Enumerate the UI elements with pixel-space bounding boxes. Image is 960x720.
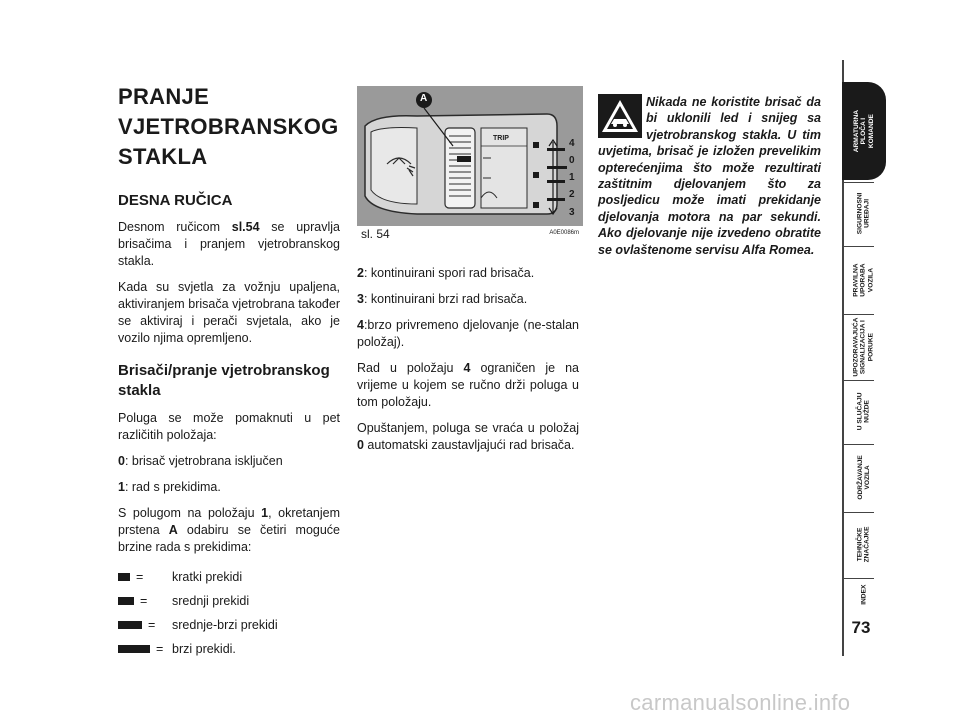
equals-sign: = [140, 594, 148, 608]
tab-label: SIGURNOSNI UREĐAJI [856, 192, 871, 234]
tab-upozoravajuca-signalizacija[interactable] [842, 314, 886, 380]
figure-54 [357, 86, 583, 249]
scale-label-2: 2 [569, 189, 575, 200]
position-number: 4 [357, 318, 364, 332]
position-1 [118, 479, 340, 496]
position-number: 2 [357, 266, 364, 280]
interval-level-3-icon [118, 621, 142, 629]
position-3 [357, 291, 579, 308]
paragraph-release [357, 420, 579, 454]
page-number: 73 [851, 618, 871, 637]
position-2 [357, 265, 579, 282]
legend-row [118, 565, 340, 589]
text-bold: 0 [357, 438, 364, 452]
figure-reference: sl.54 [231, 220, 260, 234]
interval-legend [118, 565, 340, 661]
figure-caption: sl. 54 [361, 227, 390, 241]
text-run: se upravlja brisačima i pranjem vjetrobranskog stakla. [118, 220, 340, 268]
tab-tehnicke-znacajke[interactable] [842, 512, 886, 576]
scale-label-3: 3 [569, 207, 575, 218]
text-bold: 1 [261, 506, 269, 520]
text-run: automatski zaustavljajući rad brisača. [363, 438, 575, 452]
text-bold: 4 [463, 361, 471, 375]
text-run: Opuštanjem, poluga se vraća u položaj [357, 421, 579, 435]
equals-sign: = [156, 642, 164, 656]
position-text: : rad s prekidima. [124, 480, 221, 494]
text-run: odabiru se četiri moguće brzine rada s prekidima: [118, 523, 340, 554]
tab-odrzavanje-vozila[interactable] [842, 444, 886, 510]
legend-text: kratki prekidi [172, 570, 243, 584]
tab-armaturna-ploca[interactable] [842, 82, 886, 180]
position-number: 0 [118, 454, 125, 468]
title-line-3: STAKLA [118, 144, 208, 169]
trip-label: TRIP [493, 135, 509, 142]
scale-label-1: 1 [569, 172, 575, 183]
paragraph-ring [118, 505, 340, 556]
title-line-1: PRANJE [118, 84, 210, 109]
tab-label: TEHNIČKE ZNAČAJKE [856, 526, 871, 562]
middle-column [357, 265, 579, 463]
text-run: S polugom na položaju [118, 506, 262, 520]
warning-triangle-car-icon [598, 94, 642, 138]
position-text: : brisač vjetrobrana isključen [124, 454, 283, 468]
warning-text: Nikada ne koristite brisač da bi uklonili led i snijeg sa vjetrobranskog stakla. U tim uvjetima, brisač je izložen prevelikim opterećenjima što može rezultirati zaštitnim djelovanjem što za posljedicu može imati prekidanje djelovanja motora na par sekundi. Ako djelovanje nije izvedeno obratite se ovlaštenome servisu Alfa Romea. [598, 95, 821, 257]
text-run: Desnom ručicom [118, 220, 232, 234]
left-column [118, 82, 340, 661]
position-number: 1 [118, 480, 125, 494]
text-bold: A [168, 523, 178, 537]
paragraph-positions: Poluga se može pomaknuti u pet različitih položaja: [118, 411, 340, 442]
tab-label: U SLUČAJU NUŽDE [856, 392, 871, 430]
tab-index[interactable] [842, 578, 886, 612]
text-run: ograničen je na vrijeme u kojem se ručno drži poluga u tom položaju. [357, 361, 579, 409]
subtitle: DESNA RUČICA [118, 192, 233, 209]
figure-code: A0E0086m [549, 230, 579, 236]
legend-text: brzi prekidi. [172, 642, 236, 656]
interval-level-2-icon [118, 597, 134, 605]
legend-row [118, 589, 340, 613]
tab-label: PRAVILNA UPORABA VOZILA [852, 263, 875, 297]
text-run: Rad u položaju [357, 361, 464, 375]
position-text: :brzo privremeno djelovanje (ne-stalan položaj). [357, 318, 579, 349]
tab-sigurnosni-uredaji[interactable] [842, 182, 886, 244]
wiper-stalk-illustration [357, 86, 583, 226]
ring-label-A: A [420, 93, 428, 104]
tab-pravilna-uporaba[interactable] [842, 246, 886, 314]
paragraph-position-4 [357, 360, 579, 411]
legend-text: srednji prekidi [172, 594, 250, 608]
scale-label-0: 0 [569, 155, 575, 166]
equals-sign: = [136, 570, 144, 584]
interval-level-1-icon [118, 573, 130, 581]
legend-text: srednje-brzi prekidi [172, 618, 278, 632]
position-number: 3 [357, 292, 364, 306]
tab-label: ODRŽAVANJE VOZILA [856, 454, 872, 500]
figure-image [357, 86, 583, 226]
tab-label: UPOZORAVAJUĆA SIGNALIZACIJA I PORUKE [852, 317, 875, 377]
page-title [118, 82, 340, 172]
warning-box [598, 94, 821, 258]
scale-label-4: 4 [569, 138, 575, 149]
legend-row [118, 613, 340, 637]
section-title: Brisači/pranje vjetrobranskog stakla [118, 362, 330, 399]
position-text: : kontinuirani spori rad brisača. [363, 266, 535, 280]
position-4 [357, 317, 579, 351]
title-line-2: VJETROBRANSKOG [118, 114, 339, 139]
paragraph-lights: Kada su svjetla za vožnju upaljena, aktiviranjem brisača vjetrobrana također se aktiviraj i perači svjetala, ako je vozilo njima opremljeno. [118, 280, 340, 345]
position-text: : kontinuirani brzi rad brisača. [363, 292, 528, 306]
tab-label: ARMATURNA PLOČA I KOMANDE [852, 109, 875, 153]
tab-label: INDEX [860, 584, 868, 606]
text-run: , okretanjem prstena [118, 506, 340, 537]
legend-row [118, 637, 340, 661]
paragraph-intro [118, 219, 340, 270]
tab-u-slucaju-nuzde[interactable] [842, 380, 886, 442]
watermark: carmanualsonline.info [630, 690, 851, 715]
equals-sign: = [148, 618, 156, 632]
position-0 [118, 453, 340, 470]
interval-level-4-icon [118, 645, 150, 653]
